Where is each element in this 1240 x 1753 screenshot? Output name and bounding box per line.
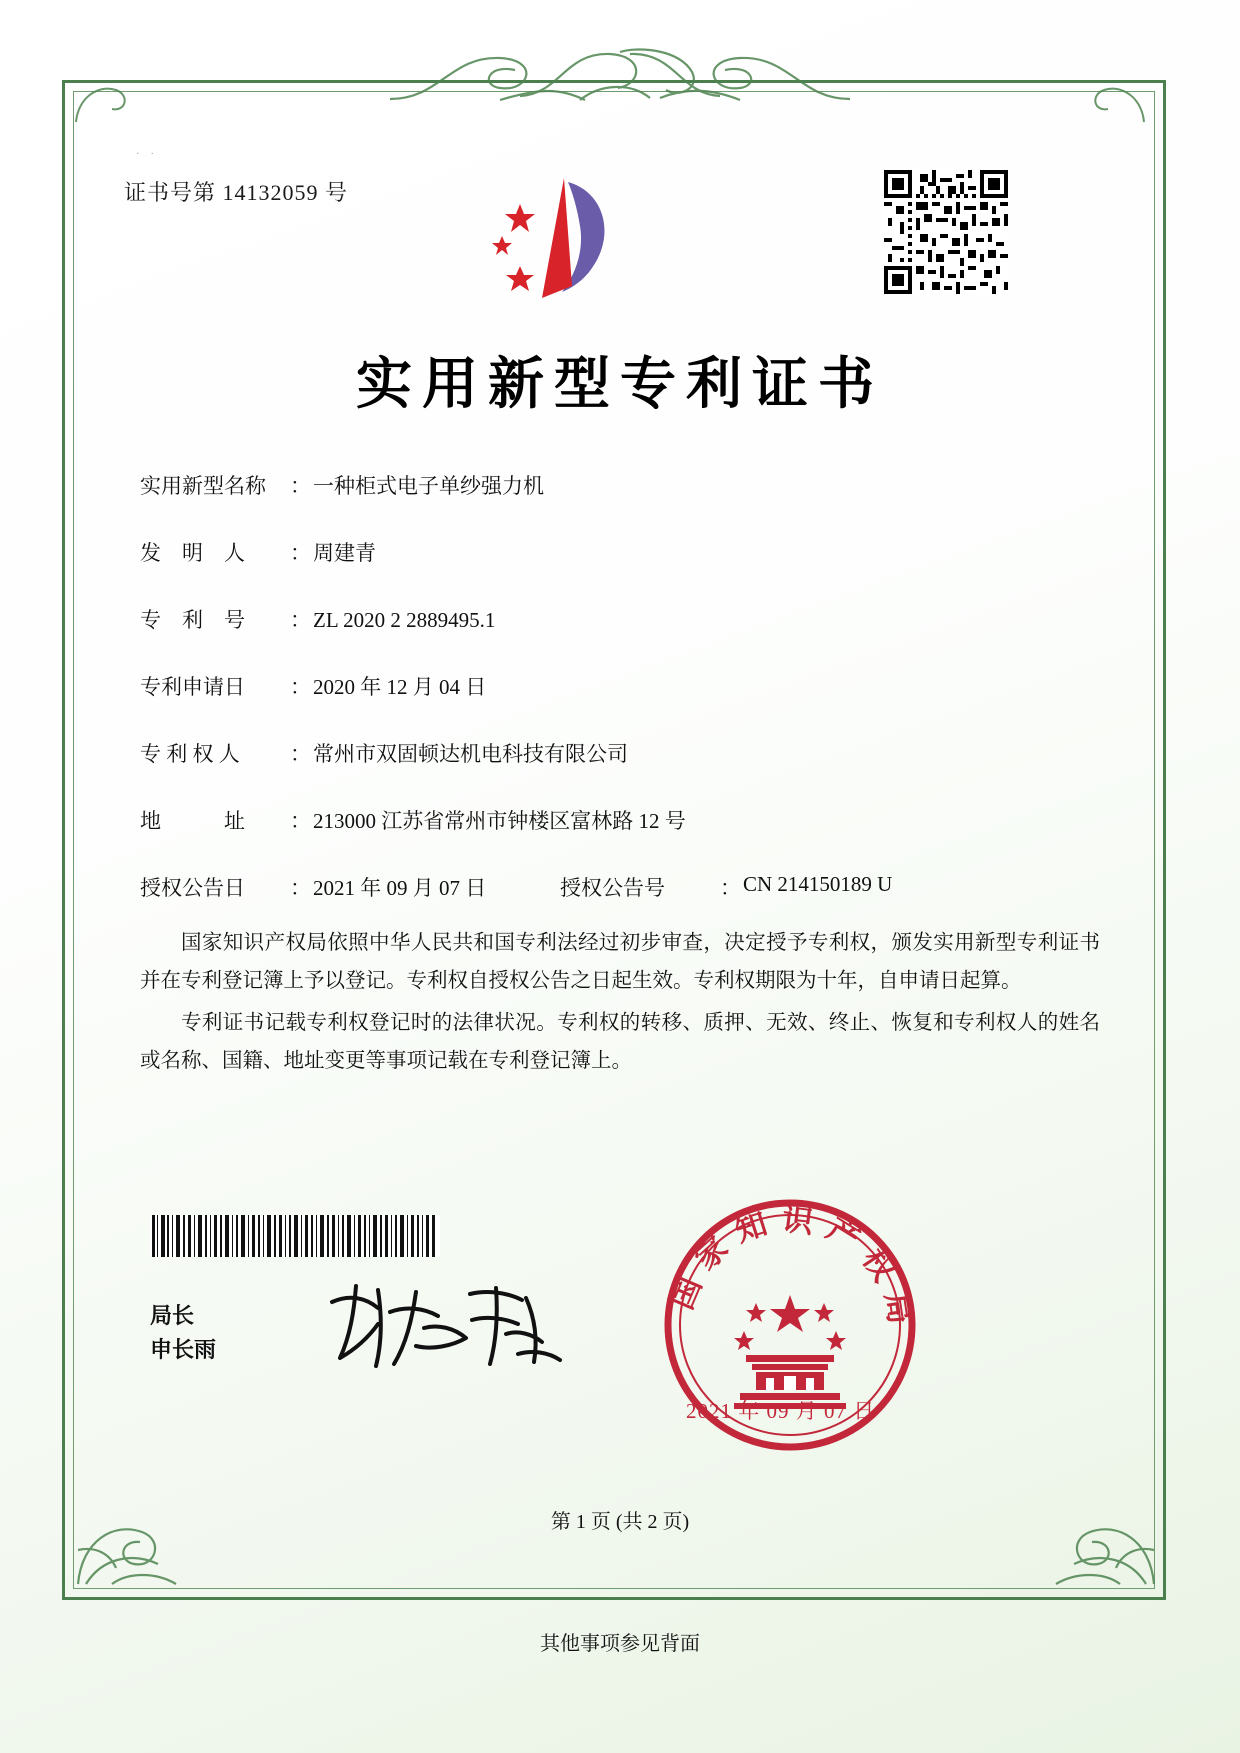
handwritten-signature: [320, 1272, 580, 1382]
page-title: 实用新型专利证书: [356, 352, 884, 417]
field-value: 一种柜式电子单纱强力机: [313, 474, 544, 498]
field-value-grant-number: CN 214150189 U: [743, 872, 893, 896]
field-row-application-date: [140, 671, 1100, 701]
field-colon: ：: [290, 809, 311, 833]
field-label: 专 利 权 人: [140, 742, 240, 766]
field-label: 实用新型名称: [140, 474, 266, 498]
page-indicator: 第 1 页 (共 2 页): [550, 1511, 690, 1533]
faint-print-mark: · ·: [136, 148, 159, 160]
paragraph-grant-statement: 国家知识产权局依照中华人民共和国专利法经过初步审查，决定授予专利权，颁发实用新型专利证书并在专利登记簿上予以登记。专利权自授权公告之日起生效。专利权期限为十年，自申请日起算。: [140, 932, 1100, 992]
field-colon: ：: [290, 608, 311, 632]
field-colon: ：: [290, 474, 311, 498]
svg-text:国家知识产权局: 国家知识产权局: [663, 1201, 920, 1339]
field-label: 发 明 人: [140, 541, 245, 565]
field-row-address: [140, 805, 1100, 835]
signature-block: [150, 1300, 216, 1368]
qr-code: [884, 170, 1008, 294]
field-value-grant-date: 2021 年 09 月 07 日: [313, 876, 487, 900]
field-label: 地 址: [140, 809, 245, 833]
paragraph-registry-statement: 专利证书记载专利权登记时的法律状况。专利权的转移、质押、无效、终止、恢复和专利权人的姓名或名称、国籍、地址变更等事项记载在专利登记簿上。: [140, 1011, 1100, 1072]
seal-date: 2021 年 09 月 07 日: [686, 1399, 876, 1423]
field-row-inventor: [140, 537, 1100, 567]
field-colon: ：: [290, 541, 311, 565]
field-label: 专利申请日: [140, 675, 245, 699]
certificate-fields: [140, 470, 1100, 939]
field-value: 周建青: [313, 541, 376, 565]
field-value: ZL 2020 2 2889495.1: [313, 608, 496, 632]
field-row-patent-number: [140, 604, 1100, 634]
barcode: [150, 1215, 440, 1257]
field-value: 213000 江苏省常州市钟楼区富林路 12 号: [313, 809, 686, 833]
field-label-grant-number: 授权公告号: [560, 876, 665, 900]
cnipa-logo-icon: [480, 168, 640, 318]
field-label-grant-date: 授权公告日: [140, 876, 245, 900]
back-side-note: 其他事项参见背面: [540, 1633, 700, 1655]
field-value: 常州市双固顿达机电科技有限公司: [313, 742, 628, 766]
director-name: 申长雨: [150, 1338, 217, 1364]
field-colon: ：: [720, 876, 741, 900]
field-value: 2020 年 12 月 04 日: [313, 675, 487, 699]
field-label: 专 利 号: [140, 608, 245, 632]
field-colon: ：: [290, 876, 311, 900]
certificate-number: 证书号第 14132059 号: [124, 180, 349, 205]
certificate-body-text: [140, 925, 1100, 1085]
director-role-label: 局长: [150, 1304, 195, 1329]
field-row-patentee: [140, 738, 1100, 768]
field-colon: ：: [290, 742, 311, 766]
field-colon: ：: [290, 675, 311, 699]
field-row-grant-announcement: [140, 872, 1100, 902]
field-row-utility-model-name: [140, 470, 1100, 500]
